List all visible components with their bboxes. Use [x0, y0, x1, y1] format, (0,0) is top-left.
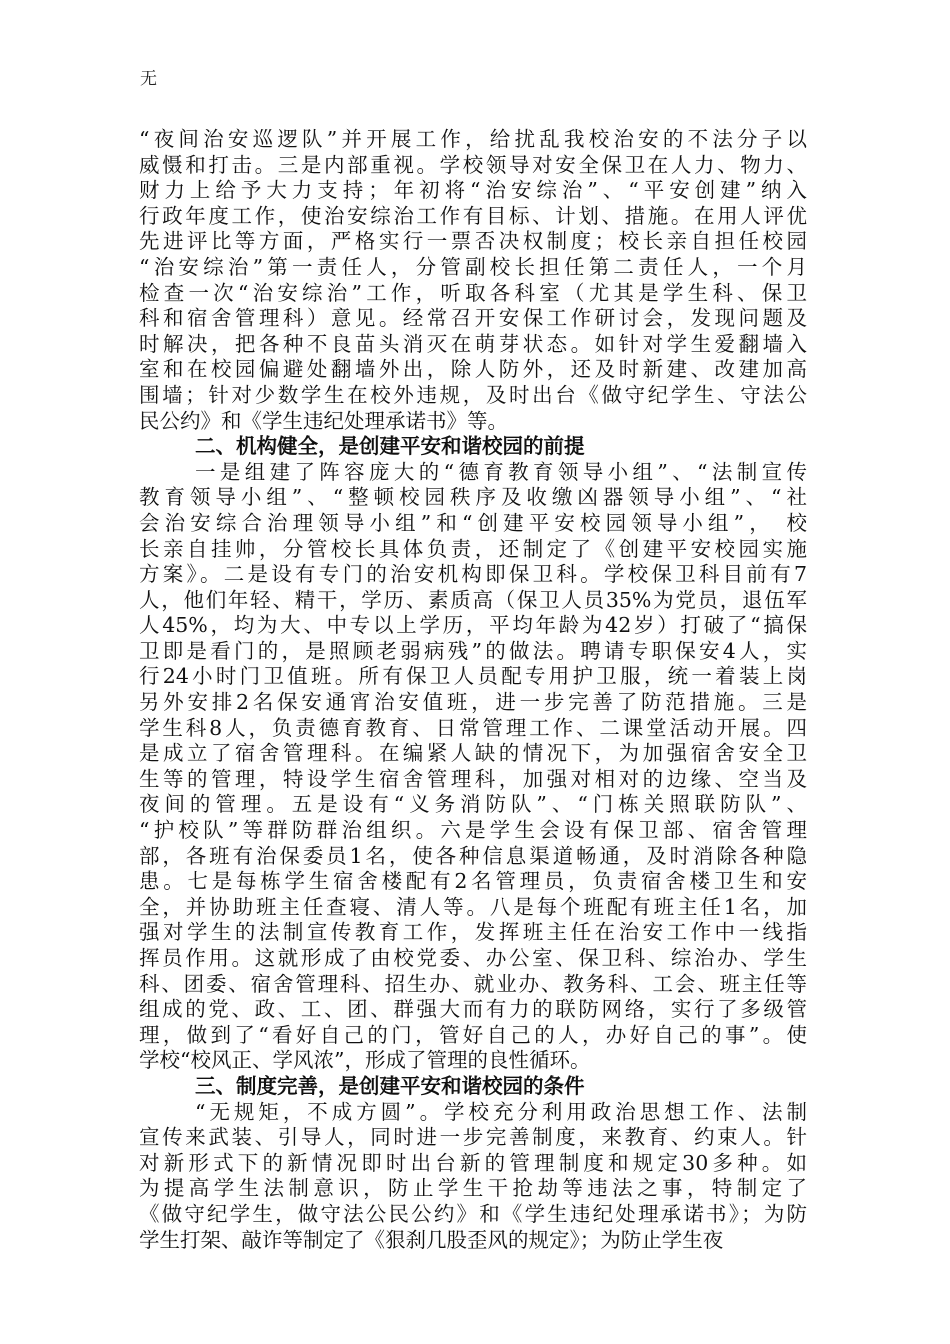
text-line: 行24小时门卫值班。所有保卫人员配专用护卫服，统一着装上岗 [139, 664, 807, 689]
text-line: 为提高学生法制意识，防止学生干抢劫等违法之事，特制定了 [139, 1176, 807, 1201]
text-line: “夜间治安巡逻队”并开展工作，给扰乱我校治安的不法分子以 [139, 127, 807, 151]
text-line: 时解决，把各种不良苗头消灭在萌芽状态。如针对学生爱翻墙入 [139, 331, 807, 356]
text-line: “无规矩，不成方圆”。学校充分利用政治思想工作、法制 [195, 1099, 807, 1124]
text-line: 一是组建了阵容庞大的“德育教育领导小组”、“法制宣传 [195, 459, 807, 484]
text-line: 财力上给予大力支持；年初将“治安综治”、“平安创建”纳入 [139, 178, 807, 203]
section-heading: 三、制度完善，是创建平安和谐校园的条件 [195, 1073, 585, 1098]
text-line: 卫即是看门的，是照顾老弱病残”的做法。聘请专职保安4人，实 [139, 638, 807, 663]
text-line: “治安综治”第一责任人，分管副校长担任第二责任人，一个月 [139, 254, 807, 279]
text-line: 科和宿舍管理科）意见。经常召开安保工作研讨会，发现问题及 [139, 306, 807, 331]
text-line: 检查一次“治安综治”工作，听取各科室（尤其是学生科、保卫 [139, 280, 807, 305]
text-line: 人，他们年轻、精干，学历、素质高（保卫人员35%为党员，退伍军 [139, 587, 807, 612]
text-line: 学生科8人，负责德育教育、日常管理工作、二课堂活动开展。四 [139, 715, 807, 740]
text-line: 夜间的管理。五是设有“义务消防队”、“门栋关照联防队”、 [139, 792, 807, 817]
page-header: 无 [140, 69, 157, 89]
text-line: 《做守纪学生，做守法公民公约》和《学生违纪处理承诺书》；为防 [139, 1201, 807, 1226]
text-line: 长亲自挂帅，分管校长具体负责，还制定了《创建平安校园实施 [139, 536, 807, 561]
text-line: 对新形式下的新情况即时出台新的管理制度和规定30多种。如 [139, 1150, 807, 1175]
text-line: 围墙；针对少数学生在校外违规，及时出台《做守纪学生、守法公 [139, 382, 807, 407]
text-line: 组成的党、政、工、团、群强大而有力的联防网络，实行了多级管 [139, 997, 807, 1022]
document-body [139, 127, 807, 1253]
text-line: 是成立了宿舍管理科。在编紧人缺的情况下，为加强宿舍安全卫 [139, 741, 807, 766]
text-line: 患。七是每栋学生宿舍楼配有2名管理员，负责宿舍楼卫生和安 [139, 869, 807, 894]
text-line: 宣传来武装、引导人，同时进一步完善制度，来教育、约束人。针 [139, 1125, 807, 1150]
text-line: 人45%，均为大、中专以上学历，平均年龄为42岁）打破了“搞保 [139, 613, 807, 638]
text-line: 学校“校风正、学风浓”，形成了管理的良性循环。 [139, 1048, 591, 1073]
text-line: “护校队”等群防群治组织。六是学生会设有保卫部、宿舍管理 [139, 818, 807, 843]
text-line: 先进评比等方面，严格实行一票否决权制度；校长亲自担任校园 [139, 229, 807, 254]
section-heading: 二、机构健全，是创建平安和谐校园的前提 [195, 434, 585, 459]
text-line: 室和在校园偏避处翻墙外出，除人防外，还及时新建、改建加高 [139, 357, 807, 382]
text-line: 行政年度工作，使治安综治工作有目标、计划、措施。在用人评优 [139, 203, 807, 228]
text-line: 理，做到了“看好自己的门，管好自己的人，办好自己的事”。使 [139, 1022, 807, 1047]
text-line: 威慑和打击。三是内部重视。学校领导对安全保卫在人力、物力、 [139, 152, 807, 177]
text-line: 强对学生的法制宣传教育工作，发挥班主任在治安工作中一线指 [139, 920, 807, 945]
text-line: 教育领导小组”、“整顿校园秩序及收缴凶器领导小组”、“社 [139, 485, 807, 510]
text-line: 全，并协助班主任查寝、清人等。八是每个班配有班主任1名，加 [139, 894, 807, 919]
text-line: 部，各班有治保委员1名，使各种信息渠道畅通，及时消除各种隐 [139, 843, 807, 868]
text-line: 科、团委、宿舍管理科、招生办、就业办、教务科、工会、班主任等 [139, 971, 807, 996]
text-line: 生等的管理，特设学生宿舍管理科，加强对相对的边缘、空当及 [139, 766, 807, 791]
text-line: 民公约》和《学生违纪处理承诺书》等。 [139, 408, 508, 433]
text-line: 另外安排2名保安通宵治安值班，进一步完善了防范措施。三是 [139, 690, 807, 715]
text-line: 挥员作用。这就形成了由校党委、办公室、保卫科、综治办、学生 [139, 946, 807, 970]
text-line: 方案》。二是设有专门的治安机构即保卫科。学校保卫科目前有7 [139, 562, 807, 587]
text-line: 会治安综合治理领导小组”和“创建平安校园领导小组”， 校 [139, 510, 807, 535]
text-line: 学生打架、敲诈等制定了《狠刹几股歪风的规定》；为防止学生夜 [139, 1227, 724, 1252]
